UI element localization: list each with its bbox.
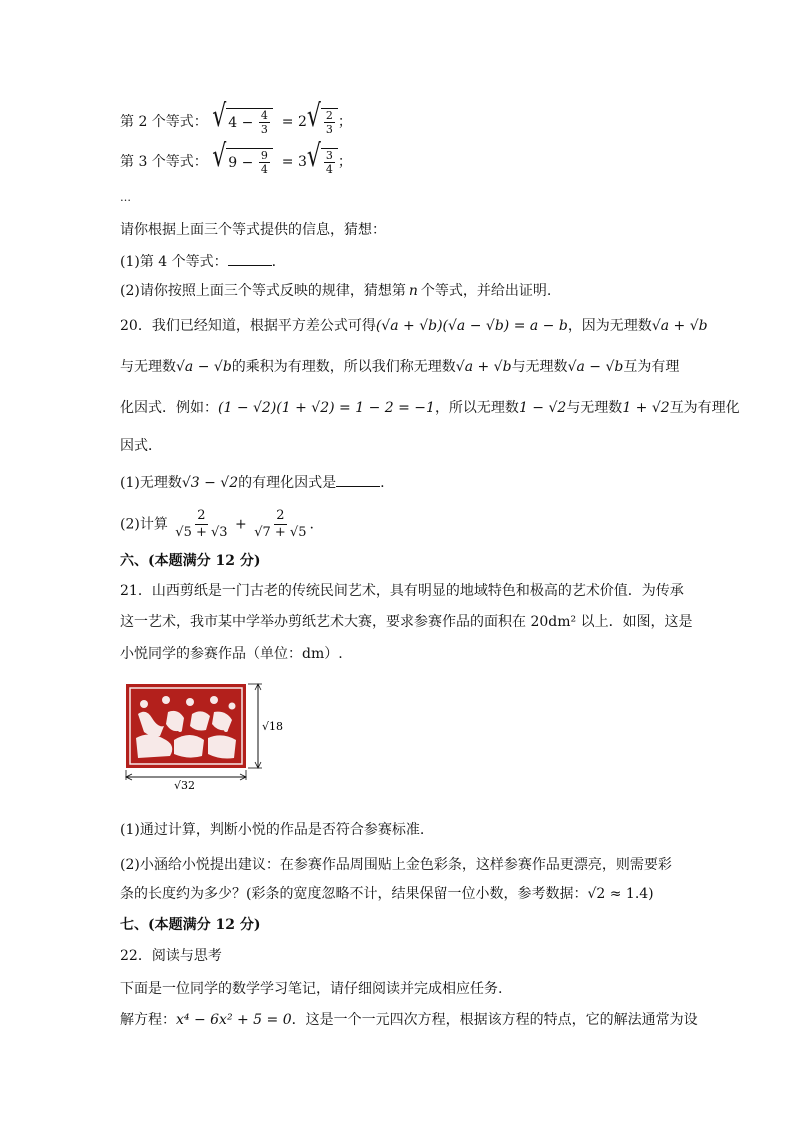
- eq2-coef: 2: [297, 114, 307, 130]
- height-label: √18: [262, 720, 284, 733]
- diff-squares-expr: (√a + √b)(√a − √b) = a − b: [375, 318, 568, 334]
- q20-part2: (2)计算 $\frac{2}{√5 + √3}$ + $\frac{2}{√7 + √5}$ .: [120, 508, 314, 540]
- answer-blank[interactable]: [336, 472, 380, 487]
- q19-part2: (2)请你按照上面三个等式反映的规律，猜想第 n 个等式，并给出证明.: [120, 283, 552, 299]
- example-expr: (1 − √2)(1 + √2) = 1 − 2 = −1: [218, 400, 435, 416]
- q21-part1: (1)通过计算，判断小悦的作品是否符合参赛标准.: [120, 822, 425, 838]
- eq3-label: 第 3 个等式：: [120, 154, 208, 170]
- answer-blank[interactable]: [228, 251, 272, 266]
- papercut-figure: [122, 680, 292, 790]
- q22-line1: 22．阅读与思考: [120, 948, 222, 964]
- q21-part2-line2: 条的长度约为多少？(彩条的宽度忽略不计，结果保留一位小数，参考数据：√2 ≈ 1.4): [120, 886, 654, 902]
- ellipsis: …: [120, 191, 131, 204]
- section-7-heading: 七、(本题满分 12 分): [120, 917, 261, 933]
- eq3-lhs: √ 9 − $\frac{9}{4}$: [212, 148, 273, 176]
- width-label: √32: [174, 779, 196, 790]
- q22-line2: 下面是一位同学的数学学习笔记，请仔细阅读并完成相应任务.: [120, 981, 503, 997]
- q19-eq3: 第 3 个等式： √ 9 − $\frac{9}{4}$ = 3 √ $\frac{3}{4}$ ；: [120, 139, 352, 176]
- eq3-rhs: √ $\frac{3}{4}$: [307, 148, 338, 176]
- q22-line3: 解方程：x⁴ − 6x² + 5 = 0．这是一个一元四次方程，根据该方程的特点，它的解法通常为设: [120, 1012, 698, 1028]
- fraction-2: $\frac{2}{√7 + √5}$: [254, 508, 307, 540]
- q20-line4: 因式．: [120, 438, 162, 454]
- q19-eq2: 第 2 个等式： √ 4 − $\frac{4}{3}$ = 2 √ $\frac{2}{3}$ ；: [120, 99, 352, 136]
- q20-line1: 20．我们已经知道，根据平方差公式可得(√a + √b)(√a − √b) = a − b，因为无理数√a + √b: [120, 318, 708, 334]
- q21-line2: 这一艺术，我市某中学举办剪纸艺术大赛，要求参赛作品的面积在 20dm² 以上．如图，这是: [120, 614, 693, 630]
- eq2-label: 第 2 个等式：: [120, 114, 208, 130]
- q20-line2: 与无理数√a − √b的乘积为有理数，所以我们称无理数√a + √b与无理数√a − √b互为有理: [120, 359, 680, 375]
- eq2-rhs: √ $\frac{2}{3}$: [307, 108, 338, 136]
- q19-part1: (1)第 4 个等式： .: [120, 251, 276, 272]
- eq2-lhs: √ 4 − $\frac{4}{3}$: [212, 108, 273, 136]
- eq3-coef: 3: [297, 154, 307, 170]
- q20-part1: (1)无理数√3 − √2的有理化因式是 .: [120, 472, 385, 493]
- section-6-heading: 六、(本题满分 12 分): [120, 553, 261, 569]
- quartic-equation: x⁴ − 6x² + 5 = 0: [176, 1012, 292, 1028]
- fraction-1: $\frac{2}{√5 + √3}$: [175, 508, 228, 540]
- q20-line3: 化因式．例如：(1 − √2)(1 + √2) = 1 − 2 = −1，所以无理数1 − √2与无理数1 + √2互为有理化: [120, 400, 740, 416]
- q21-line1: 21．山西剪纸是一门古老的传统民间艺术，具有明显的地域特色和极高的艺术价值．为传承: [120, 583, 684, 599]
- q19-prompt: 请你根据上面三个等式提供的信息，猜想：: [120, 222, 386, 238]
- q21-line3: 小悦同学的参赛作品（单位：dm）.: [120, 646, 343, 662]
- q21-part2-line1: (2)小涵给小悦提出建议：在参赛作品周围贴上金色彩条，这样参赛作品更漂亮，则需要彩: [120, 857, 672, 873]
